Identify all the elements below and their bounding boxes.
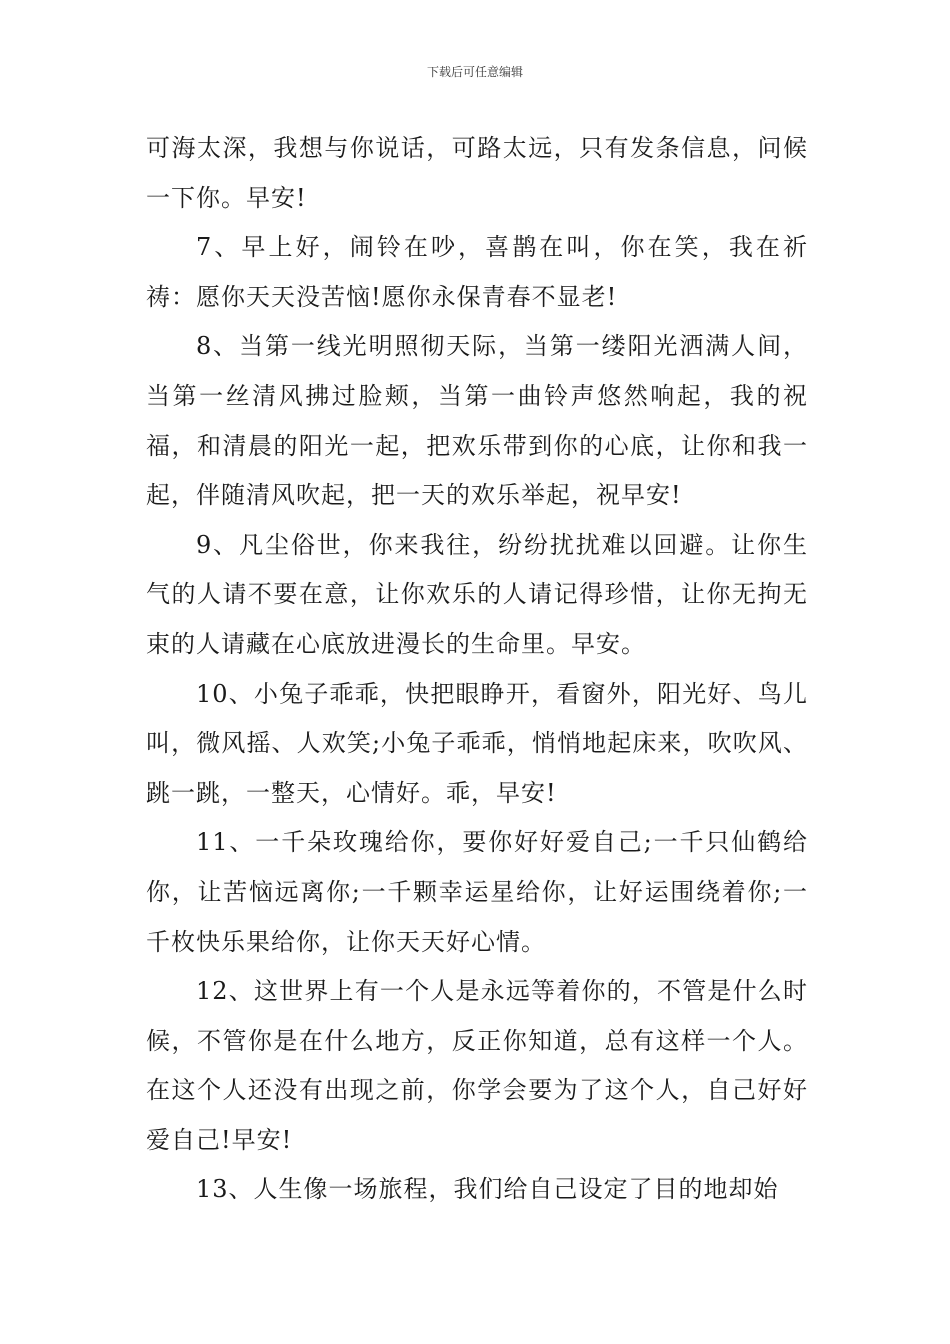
paragraph-continuation: 可海太深，我想与你说话，可路太远，只有发条信息，问候一下你。早安!	[146, 134, 808, 212]
document-body	[146, 124, 808, 1215]
paragraph-item-8: 8、当第一线光明照彻天际，当第一缕阳光洒满人间，当第一丝清风拂过脸颊，当第一曲铃声悠然响起，我的祝福，和清晨的阳光一起，把欢乐带到你的心底，让你和我一起，伴随清风吹起，把一天的欢乐举起，祝早安!	[146, 332, 808, 510]
paragraph-item-13: 13、人生像一场旅程，我们给自己设定了目的地却始	[196, 1175, 779, 1204]
paragraph-item-12: 12、这世界上有一个人是永远等着你的，不管是什么时候，不管你是在什么地方，反正你知道，总有这样一个人。在这个人还没有出现之前，你学会要为了这个人，自己好好爱自己!早安!	[146, 977, 808, 1154]
paragraph-item-11: 11、一千朵玫瑰给你，要你好好爱自己;一千只仙鹤给你，让苦恼远离你;一千颗幸运星给你，让好运围绕着你;一千枚快乐果给你，让你天天好心情。	[146, 828, 808, 956]
page-header: 下载后可任意编辑	[426, 65, 523, 79]
paragraph-item-7: 7、早上好，闹铃在吵，喜鹊在叫，你在笑，我在祈祷：愿你天天没苦恼!愿你永保青春不显老!	[146, 233, 808, 311]
paragraph-item-9: 9、凡尘俗世，你来我往，纷纷扰扰难以回避。让你生气的人请不要在意，让你欢乐的人请记得珍惜，让你无拘无束的人请藏在心底放进漫长的生命里。早安。	[146, 530, 808, 658]
paragraph-item-10: 10、小兔子乖乖，快把眼睁开，看窗外，阳光好、鸟儿叫，微风摇、人欢笑;小兔子乖乖，悄悄地起床来，吹吹风、跳一跳，一整天，心情好。乖，早安!	[146, 679, 808, 807]
